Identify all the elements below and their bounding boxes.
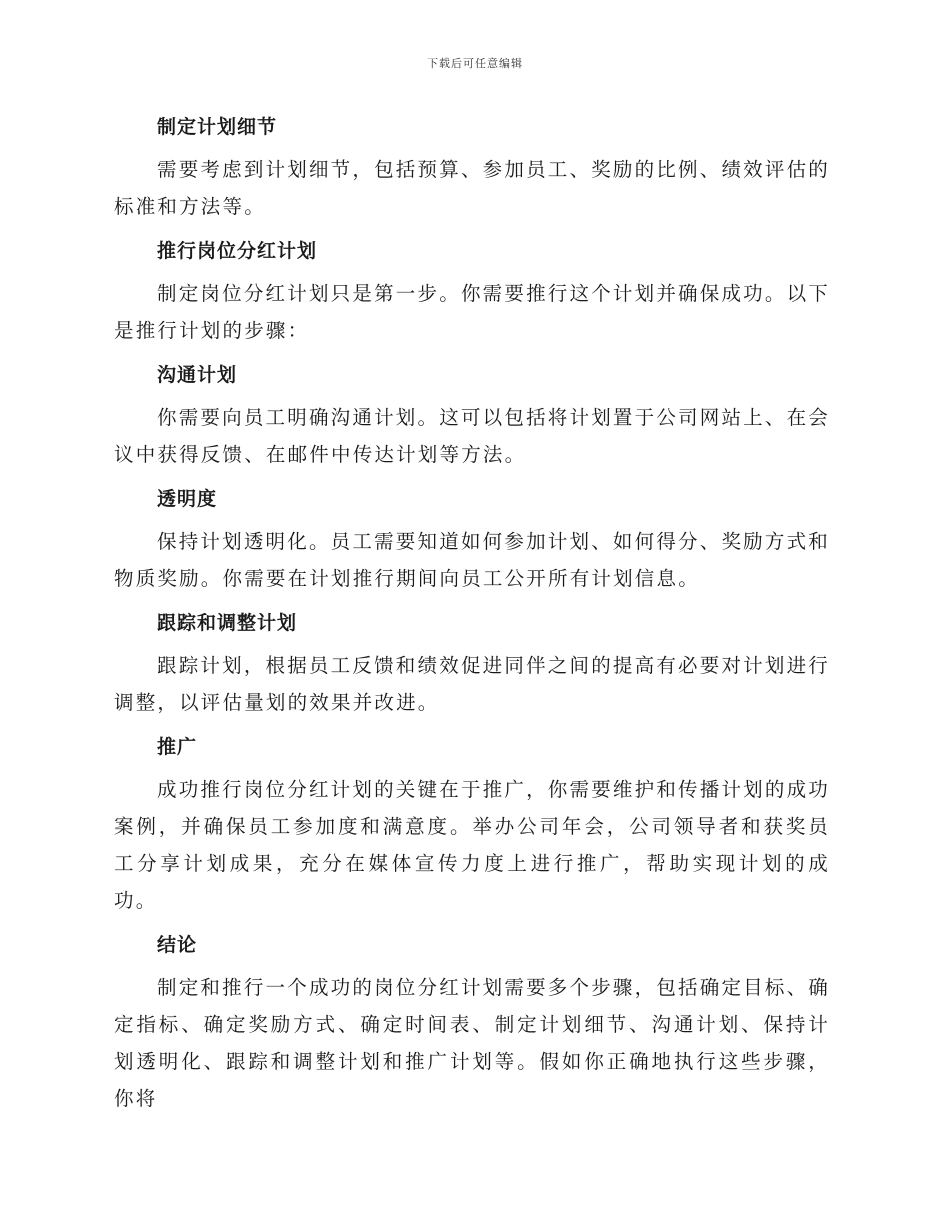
section-heading: 推广	[157, 736, 198, 758]
section-paragraph: 需要考虑到计划细节，包括预算、参加员工、奖励的比例、绩效评估的标准和方法等。	[114, 158, 830, 218]
section-paragraph: 制定和推行一个成功的岗位分红计划需要多个步骤，包括确定目标、确定指标、确定奖励方式、确定时间表、制定计划细节、沟通计划、保持计划透明化、跟踪和调整计划和推广计划等。假如你正确地执行这些步骤，你将	[114, 976, 830, 1110]
section-rollout	[114, 236, 830, 349]
section-heading: 透明度	[157, 488, 218, 510]
section-heading: 跟踪和调整计划	[157, 612, 298, 634]
section-tracking	[114, 608, 830, 721]
section-paragraph: 成功推行岗位分红计划的关键在于推广，你需要维护和传播计划的成功案例，并确保员工参加度和满意度。举办公司年会，公司领导者和获奖员工分享计划成果，充分在媒体宣传力度上进行推广，帮助实现计划的成功。	[114, 778, 830, 912]
section-paragraph: 保持计划透明化。员工需要知道如何参加计划、如何得分、奖励方式和物质奖励。你需要在计划推行期间向员工公开所有计划信息。	[114, 530, 830, 590]
section-heading: 推行岗位分红计划	[157, 240, 318, 262]
section-conclusion	[114, 930, 830, 1117]
section-promotion	[114, 732, 830, 919]
document-body	[114, 112, 830, 1128]
section-paragraph: 你需要向员工明确沟通计划。这可以包括将计划置于公司网站上、在会议中获得反馈、在邮件中传达计划等方法。	[114, 406, 830, 466]
section-heading: 制定计划细节	[157, 116, 278, 138]
section-paragraph: 制定岗位分红计划只是第一步。你需要推行这个计划并确保成功。以下是推行计划的步骤：	[114, 282, 830, 342]
section-heading: 沟通计划	[157, 364, 238, 386]
section-heading: 结论	[157, 934, 198, 956]
section-communication	[114, 360, 830, 473]
section-paragraph: 跟踪计划，根据员工反馈和绩效促进同伴之间的提高有必要对计划进行调整，以评估量划的效果并改进。	[114, 654, 830, 714]
section-plan-details	[114, 112, 830, 225]
section-transparency	[114, 484, 830, 597]
page-header: 下载后可任意编辑	[427, 57, 523, 70]
